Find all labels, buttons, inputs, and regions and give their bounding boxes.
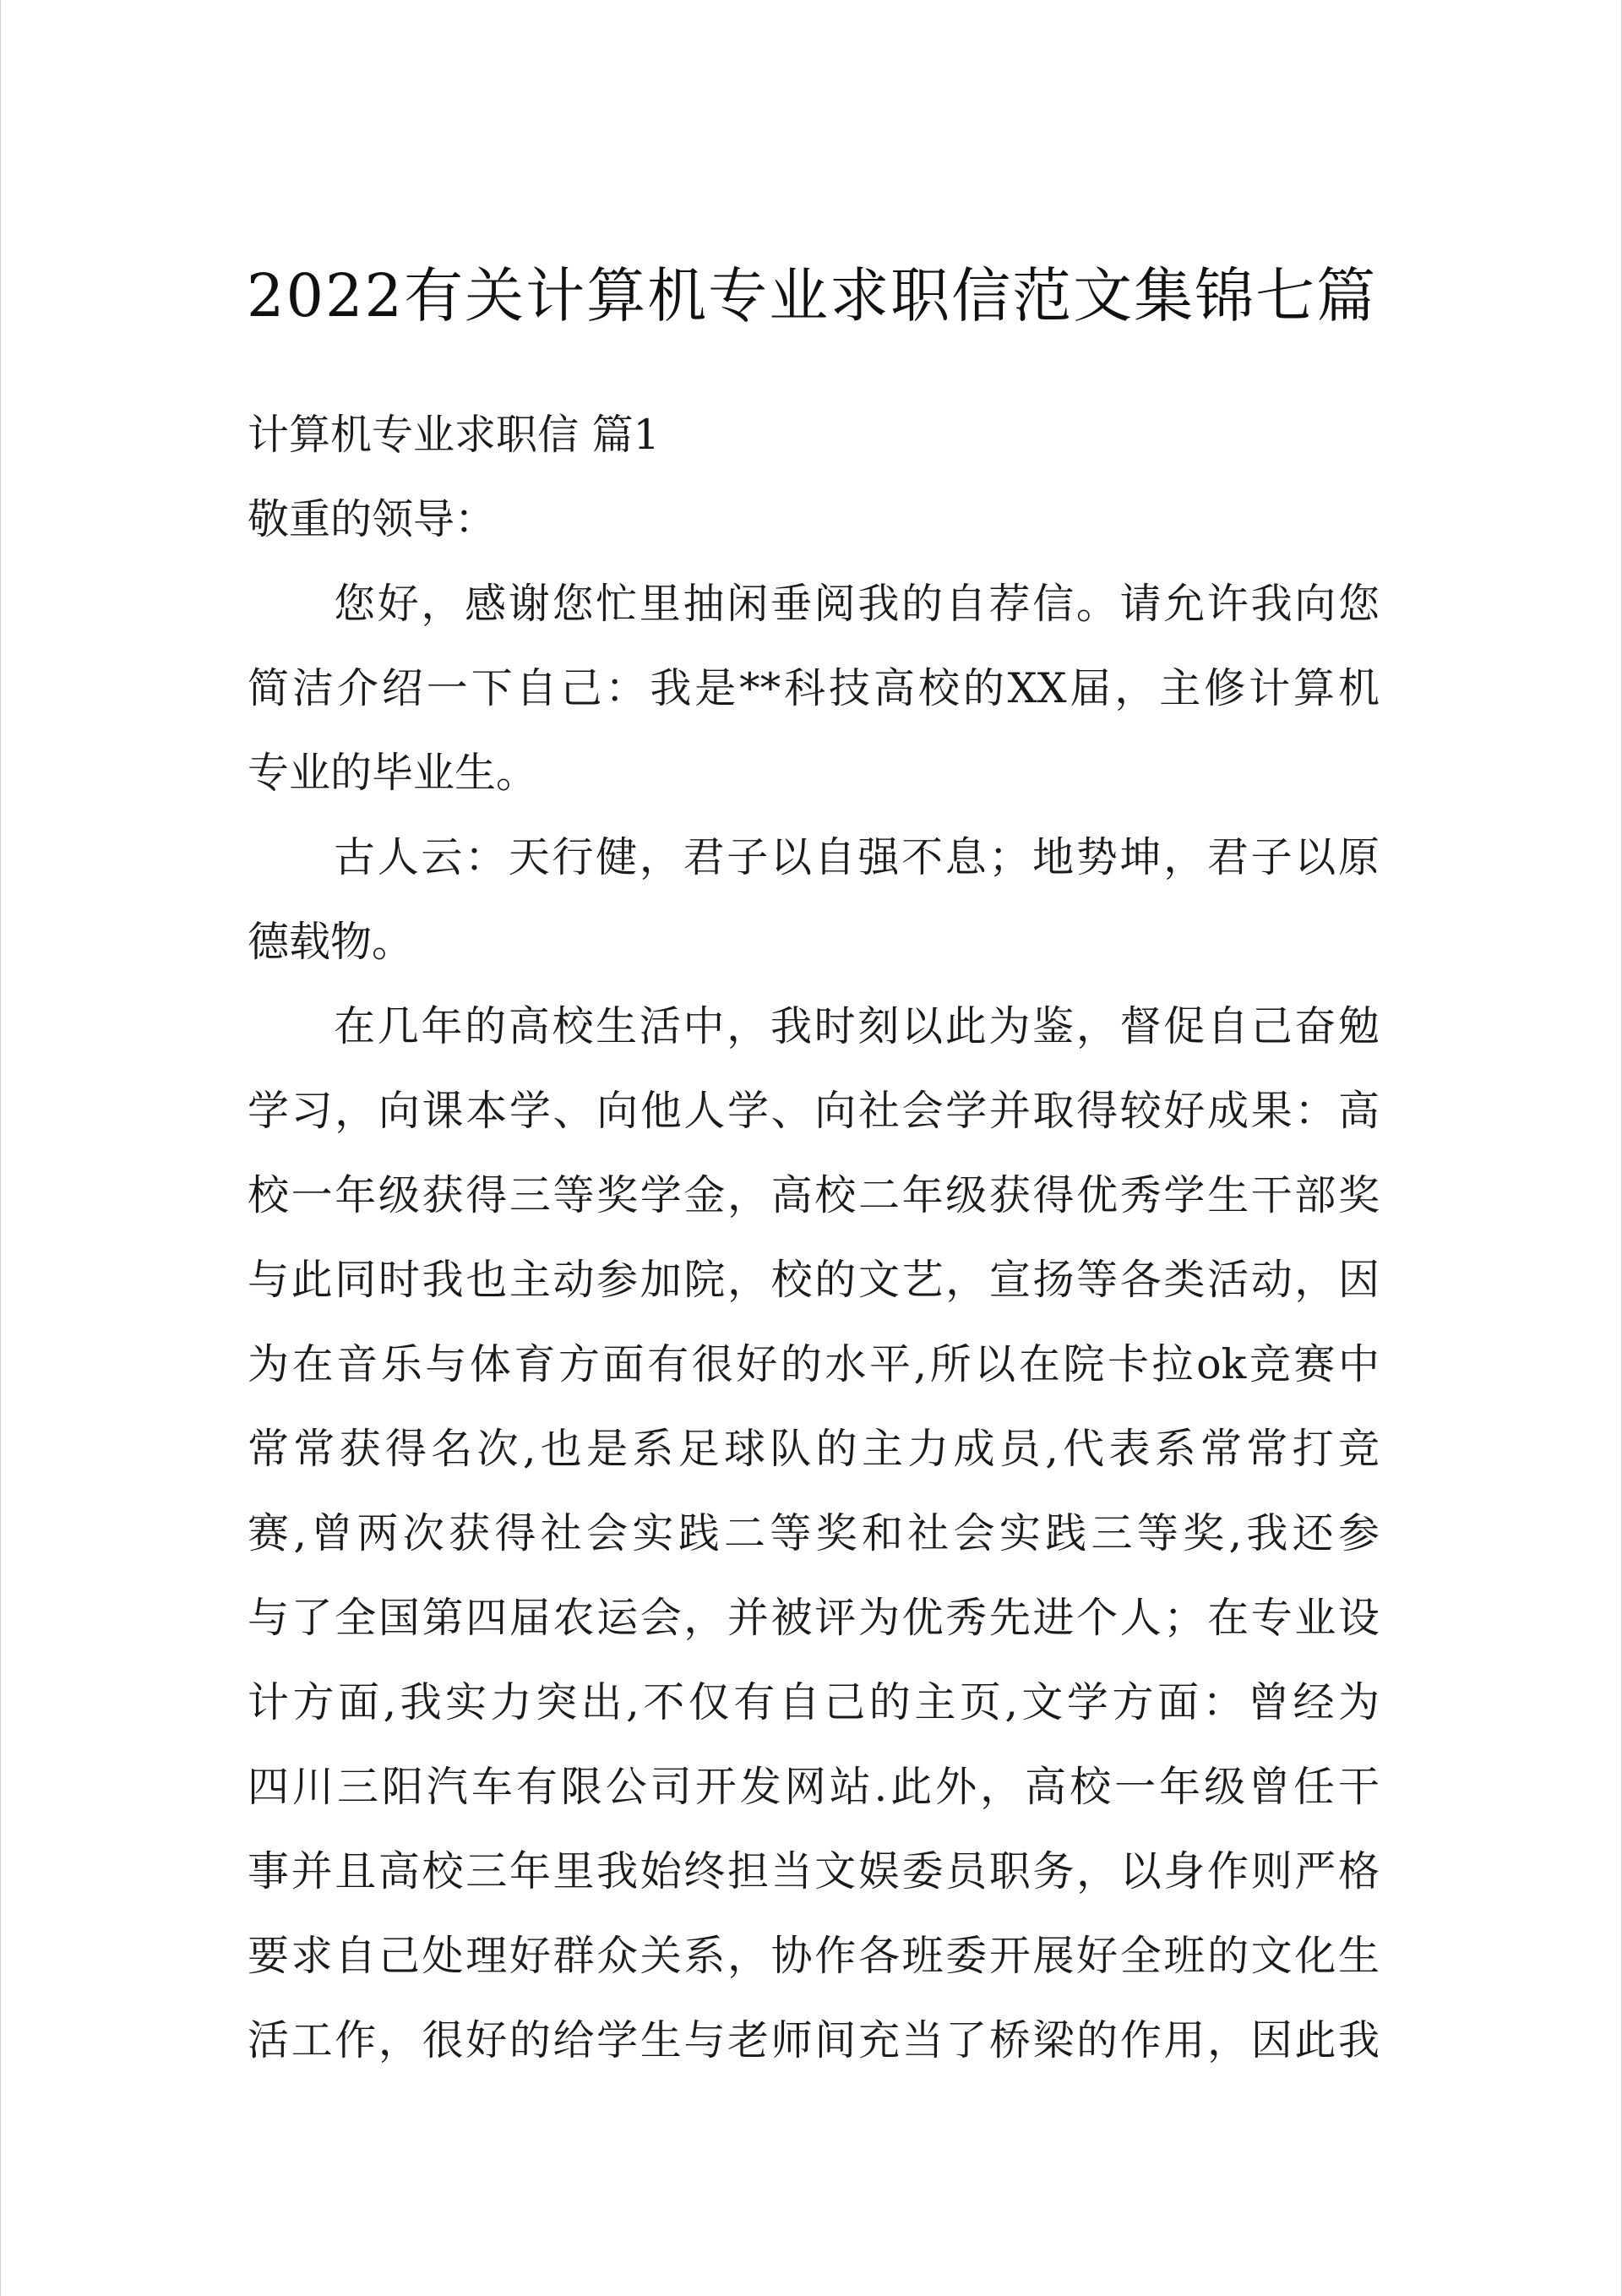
- paragraph-line: 学习，向课本学、向他人学、向社会学并取得较好成果：高: [248, 1087, 1380, 1135]
- paragraph-line: 四川三阳汽车有限公司开发网站.此外，高校一年级曾任干: [248, 1763, 1380, 1811]
- section-heading: 计算机专业求职信 篇1: [248, 411, 660, 459]
- paragraph-line: 古人云：天行健，君子以自强不息；地势坤，君子以原: [334, 833, 1380, 881]
- paragraph-line: 与此同时我也主动参加院，校的文艺，宣扬等各类活动，因: [248, 1256, 1380, 1304]
- paragraph-line: 简洁介绍一下自己：我是**科技高校的XX届，主修计算机: [248, 664, 1380, 712]
- paragraph-line: 校一年级获得三等奖学金，高校二年级获得优秀学生干部奖: [248, 1171, 1380, 1219]
- paragraph-line: 常常获得名次,也是系足球队的主力成员,代表系常常打竞: [248, 1425, 1380, 1473]
- paragraph-line: 您好，感谢您忙里抽闲垂阅我的自荐信。请允许我向您: [334, 580, 1380, 628]
- paragraph-line: 德载物。: [248, 918, 414, 966]
- salutation: 敬重的领导：: [248, 495, 497, 543]
- paragraph-line: 活工作，很好的给学生与老师间充当了桥梁的作用，因此我: [248, 2016, 1380, 2064]
- paragraph-line: 在几年的高校生活中，我时刻以此为鉴，督促自己奋勉: [334, 1002, 1380, 1050]
- paragraph-line: 专业的毕业生。: [248, 749, 538, 797]
- paragraph-line: 与了全国第四届农运会，并被评为优秀先进个人；在专业设: [248, 1594, 1380, 1642]
- paragraph-line: 要求自己处理好群众关系，协作各班委开展好全班的文化生: [248, 1932, 1380, 1980]
- paragraph-line: 为在音乐与体育方面有很好的水平,所以在院卡拉ok竞赛中: [248, 1340, 1380, 1388]
- paragraph-line: 计方面,我实力突出,不仅有自己的主页,文学方面：曾经为: [248, 1678, 1380, 1726]
- paragraph-line: 事并且高校三年里我始终担当文娱委员职务，以身作则严格: [248, 1847, 1380, 1895]
- paragraph-line: 赛,曾两次获得社会实践二等奖和社会实践三等奖,我还参: [248, 1509, 1380, 1557]
- document-title: 2022有关计算机专业求职信范文集锦七篇: [246, 261, 1378, 330]
